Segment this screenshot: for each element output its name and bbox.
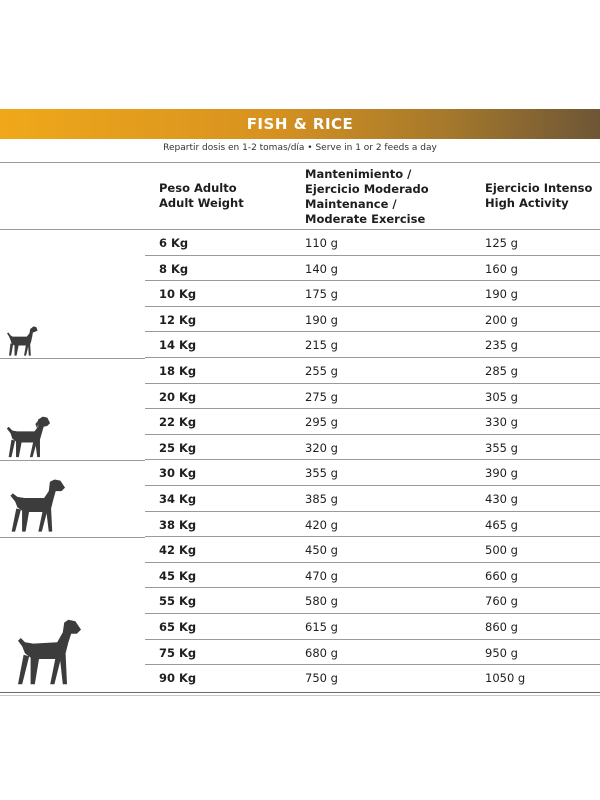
row-maintenance: 470 g: [305, 568, 338, 583]
row-high: 430 g: [485, 492, 518, 506]
row-high: 330 g: [485, 415, 518, 430]
table-row: [145, 537, 600, 563]
header-weight-line-2: Adult Weight: [159, 196, 244, 210]
row-high: 200 g: [485, 312, 518, 327]
table-row: [145, 486, 600, 512]
row-high: 355 g: [485, 440, 518, 455]
table-bottom-rule: [0, 692, 600, 693]
row-maintenance: 385 g: [305, 492, 338, 506]
group-rule-medium: [0, 358, 145, 359]
header-high-line-2: High Activity: [485, 196, 569, 210]
row-maintenance: 580 g: [305, 594, 338, 609]
row-weight: 42 Kg: [159, 543, 197, 558]
row-weight: 30 Kg: [159, 466, 197, 481]
row-maintenance: 450 g: [305, 543, 338, 558]
row-weight: 8 Kg: [159, 261, 189, 276]
row-maintenance: 420 g: [305, 517, 338, 532]
row-maintenance: 255 g: [305, 364, 338, 378]
row-maintenance: 355 g: [305, 466, 338, 481]
row-high: 660 g: [485, 568, 518, 583]
table-row: [145, 358, 600, 384]
title-text: FISH & RICE: [246, 115, 354, 133]
table-bottom-rule-2: [0, 695, 600, 696]
table-row: [145, 588, 600, 614]
large-dog-icon: [4, 476, 68, 534]
title-banner: [0, 109, 600, 139]
table-row: [145, 614, 600, 640]
row-high: 860 g: [485, 620, 518, 634]
row-maintenance: 110 g: [305, 236, 338, 250]
table-row: [145, 435, 600, 461]
row-high: 160 g: [485, 261, 518, 276]
row-maintenance: 140 g: [305, 261, 338, 276]
group-rule-large: [0, 460, 145, 461]
table-row: [145, 665, 600, 691]
table-row: [145, 256, 600, 282]
row-high: 760 g: [485, 594, 518, 609]
table-row: [145, 307, 600, 333]
table-row: [145, 409, 600, 435]
header-weight: [159, 181, 244, 211]
row-high: 950 g: [485, 645, 518, 660]
row-high: 305 g: [485, 389, 518, 404]
row-high: 1050 g: [485, 671, 526, 686]
header-maintenance-line-4: Moderate Exercise: [305, 212, 426, 226]
header-maintenance-line-2: Ejercicio Moderado: [305, 182, 429, 196]
table-row: [145, 512, 600, 538]
medium-dog-icon: [4, 413, 52, 459]
row-maintenance: 175 g: [305, 287, 338, 302]
small-dog-icon: [4, 323, 40, 357]
row-weight: 6 Kg: [159, 236, 189, 250]
row-maintenance: 750 g: [305, 671, 338, 686]
row-weight: 22 Kg: [159, 415, 197, 430]
row-weight: 25 Kg: [159, 440, 197, 455]
header-high-line-1: Ejercicio Intenso: [485, 181, 593, 195]
row-weight: 18 Kg: [159, 364, 197, 378]
row-weight: 55 Kg: [159, 594, 197, 609]
header-weight-line-1: Peso Adulto: [159, 181, 237, 195]
table-row: [145, 563, 600, 589]
row-weight: 75 Kg: [159, 645, 197, 660]
row-maintenance: 190 g: [305, 312, 338, 327]
row-maintenance: 215 g: [305, 338, 338, 353]
header-maintenance: [305, 167, 429, 227]
table-row: [145, 281, 600, 307]
header-high-activity: [485, 181, 592, 211]
table-row: [145, 332, 600, 358]
row-high: 465 g: [485, 517, 518, 532]
serving-note: Repartir dosis en 1-2 tomas/día • Serve in 1 or 2 feeds a day: [163, 143, 437, 153]
row-weight: 65 Kg: [159, 620, 197, 634]
header-maintenance-line-1: Mantenimiento /: [305, 167, 412, 181]
row-weight: 14 Kg: [159, 338, 197, 353]
row-maintenance: 320 g: [305, 440, 338, 455]
row-maintenance: 615 g: [305, 620, 338, 634]
row-weight: 45 Kg: [159, 568, 197, 583]
header-maintenance-line-3: Maintenance /: [305, 197, 397, 211]
row-weight: 20 Kg: [159, 389, 197, 404]
row-high: 125 g: [485, 236, 518, 250]
table-row: [145, 460, 600, 486]
table-row: [145, 640, 600, 666]
row-weight: 90 Kg: [159, 671, 197, 686]
row-weight: 38 Kg: [159, 517, 197, 532]
giant-dog-icon: [4, 617, 88, 687]
row-maintenance: 295 g: [305, 415, 338, 430]
row-high: 390 g: [485, 466, 518, 481]
row-high: 285 g: [485, 364, 518, 378]
row-weight: 34 Kg: [159, 492, 197, 506]
row-weight: 12 Kg: [159, 312, 197, 327]
row-maintenance: 275 g: [305, 389, 338, 404]
header-top-rule: [0, 162, 600, 163]
row-maintenance: 680 g: [305, 645, 338, 660]
row-high: 190 g: [485, 287, 518, 302]
group-rule-giant: [0, 537, 145, 538]
table-row: [145, 230, 600, 256]
row-high: 500 g: [485, 543, 518, 558]
table-row: [145, 384, 600, 410]
row-weight: 10 Kg: [159, 287, 197, 302]
row-high: 235 g: [485, 338, 518, 353]
